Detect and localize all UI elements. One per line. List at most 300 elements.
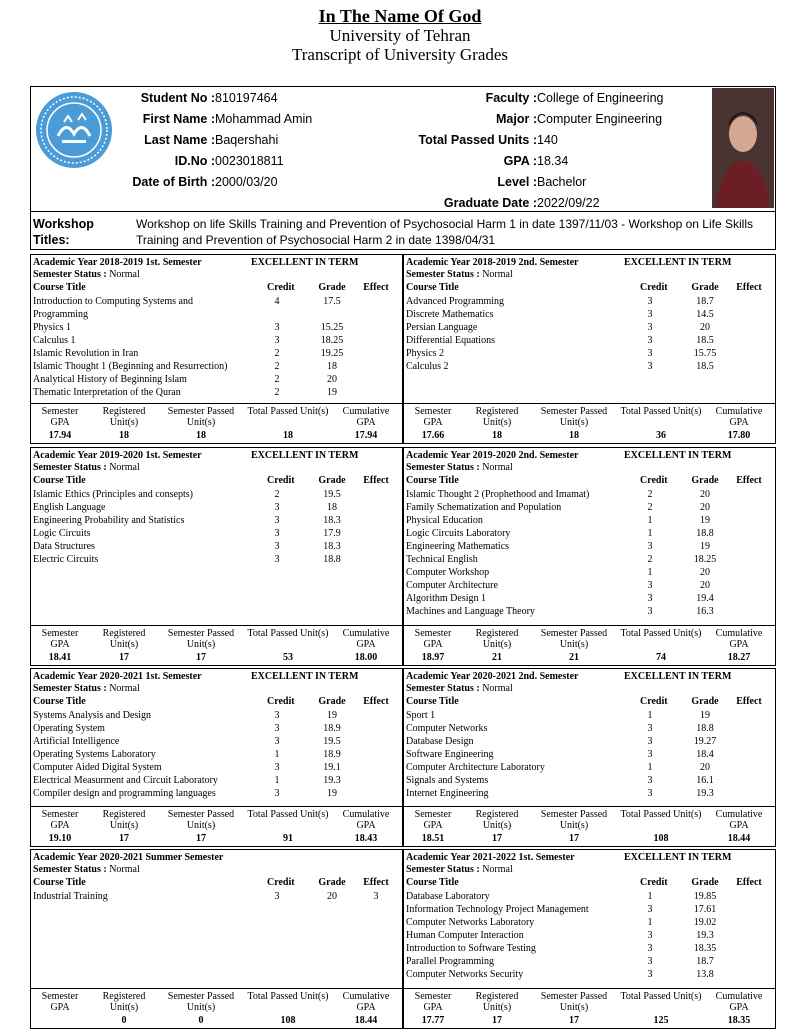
table-row — [404, 904, 775, 917]
course-title: Engineering Mathematics — [406, 541, 510, 552]
course-title: Parallel Programming — [406, 956, 495, 967]
course-title: Data Structures — [33, 541, 95, 552]
workshop-box — [30, 212, 776, 250]
last-name-label: Last Name : — [144, 133, 215, 147]
course-grade: 20 — [327, 374, 337, 385]
semester-gpa-value: 18.41 — [48, 652, 72, 663]
course-grade: 18.3 — [323, 541, 341, 552]
course-credit: 3 — [274, 541, 280, 552]
course-credit: 3 — [647, 322, 653, 333]
course-grade: 19 — [327, 387, 337, 398]
semester-status-value: Normal — [482, 462, 513, 473]
course-title: Advanced Programming — [406, 296, 505, 307]
table-row — [404, 580, 775, 593]
course-credit: 3 — [647, 904, 653, 915]
course-table-header — [31, 475, 402, 488]
course-title: Introduction to Software Testing — [406, 943, 536, 954]
semester-title: Academic Year 2020-2021 1st. Semester — [33, 671, 202, 682]
excellent-badge: EXCELLENT IN TERM — [624, 257, 732, 268]
course-credit: 2 — [274, 374, 280, 385]
table-row — [404, 723, 775, 736]
col-effect: Effect — [363, 696, 389, 707]
semester-status — [406, 864, 513, 875]
course-credit: 1 — [274, 749, 280, 760]
course-grade: 20 — [700, 489, 710, 500]
semester-status — [406, 269, 513, 280]
table-row — [31, 296, 402, 309]
table-row — [31, 515, 402, 528]
semester-passed-units-value: 17 — [196, 833, 206, 844]
registered-units-label: Registered Unit(s) — [475, 406, 519, 428]
semester-passed-units-value: 18 — [569, 430, 579, 441]
course-grade: 18.7 — [696, 956, 714, 967]
course-credit: 3 — [647, 593, 653, 604]
course-title: Sport 1 — [406, 710, 436, 721]
registered-units-label: Registered Unit(s) — [475, 809, 519, 831]
course-credit: 3 — [647, 361, 653, 372]
course-credit: 2 — [274, 348, 280, 359]
course-grade: 19.02 — [693, 917, 717, 928]
table-row — [31, 775, 402, 788]
dob-value: 2000/03/20 — [215, 175, 278, 189]
table-row — [31, 736, 402, 749]
course-title: Systems Analysis and Design — [33, 710, 152, 721]
course-grade: 19.5 — [323, 736, 341, 747]
course-grade: 19 — [327, 710, 337, 721]
course-credit: 3 — [274, 762, 280, 773]
col-effect: Effect — [363, 282, 389, 293]
last-name-value: Baqershahi — [215, 133, 279, 147]
total-units-value: 140 — [537, 133, 558, 147]
course-grade: 20 — [700, 502, 710, 513]
table-row — [404, 502, 775, 515]
excellent-badge: EXCELLENT IN TERM — [624, 450, 732, 461]
semester-passed-units-value: 17 — [569, 1015, 579, 1026]
table-row — [404, 943, 775, 956]
course-title: Artificial Intelligence — [33, 736, 120, 747]
course-title: Human Computer Interaction — [406, 930, 524, 941]
excellent-badge: EXCELLENT IN TERM — [251, 671, 359, 682]
faculty-row — [341, 91, 663, 105]
semester-passed-units-label: Semester Passed Unit(s) — [167, 406, 235, 428]
course-credit: 3 — [274, 322, 280, 333]
university-name: University of Tehran — [329, 26, 471, 45]
major-value: Computer Engineering — [537, 112, 663, 126]
semester-title: Academic Year 2020-2021 Summer Semester — [33, 852, 224, 863]
course-grade: 19.27 — [693, 736, 717, 747]
course-title: Logic Circuits — [33, 528, 91, 539]
col-course-title: Course Title — [406, 282, 459, 293]
cumulative-gpa-value: 18.27 — [727, 652, 751, 663]
table-row — [31, 322, 402, 335]
table-row — [404, 762, 775, 775]
course-credit: 2 — [274, 387, 280, 398]
registered-units-label: Registered Unit(s) — [102, 628, 146, 650]
total-passed-units-value: 108 — [653, 833, 669, 844]
total-passed-units-value: 18 — [283, 430, 293, 441]
major-label: Major : — [496, 112, 537, 126]
registered-units-value: 17 — [492, 1015, 502, 1026]
workshop-label: Workshop Titles: — [33, 217, 94, 247]
course-credit: 3 — [274, 502, 280, 513]
col-course-title: Course Title — [33, 282, 86, 293]
course-credit: 3 — [647, 541, 653, 552]
registered-units-label: Registered Unit(s) — [475, 991, 519, 1013]
course-grade: 18.8 — [696, 723, 714, 734]
total-passed-units-label: Total Passed Unit(s) — [247, 991, 329, 1002]
table-row — [404, 322, 775, 335]
col-grade: Grade — [318, 696, 346, 707]
course-title: Computer Architecture Laboratory — [406, 762, 545, 773]
course-grade: 18.8 — [323, 554, 341, 565]
col-credit: Credit — [267, 877, 295, 888]
course-title: Persian Language — [406, 322, 478, 333]
semester-summary — [31, 625, 402, 666]
semester-block — [30, 668, 403, 847]
semester-passed-units-label: Semester Passed Unit(s) — [540, 809, 608, 831]
semester-gpa-value: 18.97 — [421, 652, 445, 663]
course-title: Computer Networks Laboratory — [406, 917, 535, 928]
semester-status-label: Semester Status : — [406, 864, 480, 875]
course-credit: 1 — [647, 891, 653, 902]
course-title: Engineering Probability and Statistics — [33, 515, 185, 526]
course-credit: 3 — [274, 736, 280, 747]
course-title: Islamic Thought 2 (Prophethood and Imamat) — [406, 489, 590, 500]
course-title: Calculus 2 — [406, 361, 449, 372]
semester-passed-units-label: Semester Passed Unit(s) — [540, 628, 608, 650]
course-grade: 20 — [700, 567, 710, 578]
registered-units-value: 0 — [121, 1015, 127, 1026]
course-list — [31, 489, 402, 567]
student-no-value: 810197464 — [215, 91, 278, 105]
graduate-date-label: Graduate Date : — [443, 196, 537, 210]
course-title: Software Engineering — [406, 749, 494, 760]
cumulative-gpa-value: 18.43 — [354, 833, 378, 844]
registered-units-label: Registered Unit(s) — [102, 809, 146, 831]
course-title: Logic Circuits Laboratory — [406, 528, 511, 539]
cumulative-gpa-value: 18.35 — [727, 1015, 751, 1026]
semester-summary — [404, 988, 775, 1029]
registered-units-value: 21 — [492, 652, 502, 663]
dob-label: Date of Birth : — [132, 175, 215, 189]
semester-gpa-label: Semester GPA — [41, 991, 79, 1013]
total-passed-units-value: 36 — [656, 430, 666, 441]
table-row — [31, 374, 402, 387]
course-title: Physics 1 — [33, 322, 72, 333]
gpa-value: 18.34 — [537, 154, 569, 168]
semester-gpa-label: Semester GPA — [414, 809, 452, 831]
course-grade: 19 — [327, 788, 337, 799]
course-grade: 18 — [327, 502, 337, 513]
col-effect: Effect — [736, 475, 762, 486]
col-course-title: Course Title — [33, 475, 86, 486]
gpa-row — [341, 154, 568, 168]
semester-block — [30, 849, 403, 1029]
table-row — [404, 567, 775, 580]
course-credit: 3 — [274, 788, 280, 799]
total-passed-units-value: 125 — [653, 1015, 669, 1026]
semester-gpa-value: 17.94 — [48, 430, 72, 441]
course-title: Computer Networks — [406, 723, 488, 734]
course-credit: 3 — [647, 930, 653, 941]
table-row — [31, 309, 402, 322]
semester-gpa-label: Semester GPA — [41, 809, 79, 831]
faculty-value: College of Engineering — [537, 91, 664, 105]
col-grade: Grade — [318, 877, 346, 888]
course-grade: 18.25 — [693, 554, 717, 565]
course-grade: 19.5 — [323, 489, 341, 500]
doc-title: Transcript of University Grades — [291, 45, 509, 64]
course-credit: 1 — [647, 762, 653, 773]
semester-title: Academic Year 2019-2020 1st. Semester — [33, 450, 202, 461]
col-credit: Credit — [640, 877, 668, 888]
table-row — [404, 710, 775, 723]
course-title: Operating Systems Laboratory — [33, 749, 156, 760]
course-table-header — [404, 696, 775, 709]
course-list — [31, 296, 402, 400]
col-grade: Grade — [691, 475, 719, 486]
course-title: Compiler design and programming languages — [33, 788, 216, 799]
course-credit: 4 — [274, 296, 280, 307]
course-title: Differential Equations — [406, 335, 495, 346]
semester-status-value: Normal — [109, 864, 140, 875]
total-passed-units-label: Total Passed Unit(s) — [247, 628, 329, 639]
course-credit: 2 — [274, 361, 280, 372]
registered-units-value: 17 — [119, 652, 129, 663]
semester-status — [33, 462, 140, 473]
semester-summary — [404, 625, 775, 666]
course-credit: 1 — [647, 528, 653, 539]
graduate-date-row — [341, 196, 600, 210]
course-title: Calculus 1 — [33, 335, 76, 346]
col-grade: Grade — [318, 475, 346, 486]
semester-gpa-label: Semester GPA — [41, 406, 79, 428]
total-units-label: Total Passed Units : — [418, 133, 537, 147]
dob-row — [31, 175, 278, 189]
table-row — [404, 296, 775, 309]
semester-status-value: Normal — [482, 864, 513, 875]
course-credit: 3 — [274, 891, 280, 902]
course-credit: 3 — [647, 580, 653, 591]
semester-gpa-label: Semester GPA — [414, 406, 452, 428]
level-value: Bachelor — [537, 175, 587, 189]
semester-passed-units-label: Semester Passed Unit(s) — [540, 406, 608, 428]
col-course-title: Course Title — [33, 877, 86, 888]
semester-block — [403, 447, 776, 666]
excellent-badge: EXCELLENT IN TERM — [624, 852, 732, 863]
table-row — [404, 956, 775, 969]
total-passed-units-value: 53 — [283, 652, 293, 663]
course-title: Industrial Training — [33, 891, 108, 902]
table-row — [31, 891, 402, 904]
course-list — [404, 296, 775, 374]
registered-units-label: Registered Unit(s) — [102, 991, 146, 1013]
semester-passed-units-label: Semester Passed Unit(s) — [540, 991, 608, 1013]
registered-units-value: 17 — [492, 833, 502, 844]
table-row — [404, 969, 775, 982]
course-title: English Language — [33, 502, 106, 513]
course-grade: 19.25 — [320, 348, 344, 359]
table-row — [31, 528, 402, 541]
cumulative-gpa-label: Cumulative GPA — [715, 406, 763, 428]
course-title: Internet Engineering — [406, 788, 489, 799]
semester-status-label: Semester Status : — [33, 683, 107, 694]
course-title: Thematic Interpretation of the Quran — [33, 387, 181, 398]
excellent-badge: EXCELLENT IN TERM — [251, 257, 359, 268]
course-grade: 13.8 — [696, 969, 714, 980]
table-row — [31, 710, 402, 723]
course-grade: 20 — [700, 322, 710, 333]
cumulative-gpa-value: 17.80 — [727, 430, 751, 441]
course-grade: 19.3 — [696, 930, 714, 941]
cumulative-gpa-value: 18.44 — [354, 1015, 378, 1026]
course-grade: 17.5 — [323, 296, 341, 307]
graduate-date-value: 2022/09/22 — [537, 196, 600, 210]
total-passed-units-label: Total Passed Unit(s) — [247, 406, 329, 417]
semester-title: Academic Year 2019-2020 2nd. Semester — [406, 450, 579, 461]
total-passed-units-label: Total Passed Unit(s) — [247, 809, 329, 820]
semester-status — [33, 269, 140, 280]
col-course-title: Course Title — [406, 475, 459, 486]
course-title: Islamic Revolution in Iran — [33, 348, 139, 359]
table-row — [404, 891, 775, 904]
course-grade: 19.1 — [323, 762, 341, 773]
course-grade: 18.3 — [323, 515, 341, 526]
workshop-text: Workshop on life Skills Training and Prevention of Psychosocial Harm 1 in date 1397/11/03 - Workshop on Life Skills Training and Prevention of Psychosocial Harm 2 in date 1398/04/31 — [136, 217, 753, 247]
course-title: Discrete Mathematics — [406, 309, 494, 320]
table-row — [404, 930, 775, 943]
course-grade: 14.5 — [696, 309, 714, 320]
course-grade: 19 — [700, 515, 710, 526]
first-name-label: First Name : — [142, 112, 215, 126]
semester-summary — [31, 403, 402, 444]
course-title: Analytical History of Beginning Islam — [33, 374, 187, 385]
semester-status-value: Normal — [482, 269, 513, 280]
semester-status-label: Semester Status : — [406, 683, 480, 694]
course-title: Computer Aided Digital System — [33, 762, 162, 773]
course-credit: 3 — [647, 296, 653, 307]
col-credit: Credit — [640, 696, 668, 707]
excellent-badge: EXCELLENT IN TERM — [624, 671, 732, 682]
id-no-row — [31, 154, 284, 168]
course-grade: 17.61 — [693, 904, 717, 915]
semester-status-label: Semester Status : — [33, 269, 107, 280]
course-credit: 3 — [647, 943, 653, 954]
semester-status-label: Semester Status : — [406, 462, 480, 473]
semester-status-value: Normal — [109, 269, 140, 280]
table-row — [404, 593, 775, 606]
course-credit: 3 — [647, 606, 653, 617]
semester-block — [403, 849, 776, 1029]
course-credit: 1 — [647, 710, 653, 721]
course-credit: 3 — [274, 723, 280, 734]
course-table-header — [404, 877, 775, 890]
student-no-row — [31, 91, 278, 105]
course-title: Database Laboratory — [406, 891, 490, 902]
course-table-header — [31, 696, 402, 709]
id-no-value: 0023018811 — [215, 154, 284, 168]
course-title: Database Design — [406, 736, 474, 747]
course-title: Islamic Ethics (Principles and consepts) — [33, 489, 193, 500]
semester-status — [33, 864, 140, 875]
total-passed-units-label: Total Passed Unit(s) — [620, 809, 702, 820]
col-effect: Effect — [736, 696, 762, 707]
table-row — [31, 723, 402, 736]
course-title: Computer Architecture — [406, 580, 498, 591]
registered-units-label: Registered Unit(s) — [102, 406, 146, 428]
table-row — [404, 917, 775, 930]
semester-passed-units-value: 17 — [569, 833, 579, 844]
table-row — [404, 775, 775, 788]
cumulative-gpa-label: Cumulative GPA — [342, 628, 390, 650]
course-table-header — [31, 282, 402, 295]
semester-passed-units-label: Semester Passed Unit(s) — [167, 991, 235, 1013]
course-credit: 3 — [647, 736, 653, 747]
semester-passed-units-label: Semester Passed Unit(s) — [167, 628, 235, 650]
faculty-label: Faculty : — [485, 91, 537, 105]
total-passed-units-value: 74 — [656, 652, 666, 663]
col-credit: Credit — [267, 696, 295, 707]
course-grade: 16.3 — [696, 606, 714, 617]
table-row — [404, 606, 775, 619]
table-row — [404, 309, 775, 322]
course-credit: 3 — [274, 335, 280, 346]
cumulative-gpa-value: 18.00 — [354, 652, 378, 663]
table-row — [404, 528, 775, 541]
table-row — [31, 762, 402, 775]
semester-status-value: Normal — [482, 683, 513, 694]
semester-passed-units-label: Semester Passed Unit(s) — [167, 809, 235, 831]
course-table-header — [31, 877, 402, 890]
course-table-header — [404, 475, 775, 488]
course-credit: 3 — [274, 554, 280, 565]
first-name-value: Mohammad Amin — [215, 112, 313, 126]
registered-units-value: 17 — [119, 833, 129, 844]
registered-units-label: Registered Unit(s) — [475, 628, 519, 650]
table-row — [404, 335, 775, 348]
total-passed-units-label: Total Passed Unit(s) — [620, 628, 702, 639]
total-passed-units-label: Total Passed Unit(s) — [620, 406, 702, 417]
table-row — [31, 554, 402, 567]
course-grade: 19.4 — [696, 593, 714, 604]
course-title: Physics 2 — [406, 348, 445, 359]
course-grade: 18.35 — [693, 943, 717, 954]
course-grade: 18.8 — [696, 528, 714, 539]
last-name-row — [31, 133, 278, 147]
course-list — [404, 891, 775, 982]
cumulative-gpa-label: Cumulative GPA — [715, 991, 763, 1013]
course-title: Operating System — [33, 723, 105, 734]
course-title: Electrical Measurment and Circuit Laboratory — [33, 775, 218, 786]
table-row — [404, 788, 775, 801]
table-row — [31, 387, 402, 400]
semester-status-label: Semester Status : — [33, 864, 107, 875]
course-grade: 19.3 — [323, 775, 341, 786]
course-credit: 2 — [647, 489, 653, 500]
course-list — [404, 489, 775, 619]
table-row — [404, 348, 775, 361]
total-units-row — [341, 133, 558, 147]
col-grade: Grade — [318, 282, 346, 293]
course-credit: 1 — [274, 775, 280, 786]
semester-gpa-value: 18.51 — [421, 833, 445, 844]
major-row — [341, 112, 662, 126]
course-credit: 3 — [274, 528, 280, 539]
course-grade: 18.9 — [323, 749, 341, 760]
semester-summary — [404, 403, 775, 444]
course-credit: 3 — [647, 723, 653, 734]
total-passed-units-label: Total Passed Unit(s) — [620, 991, 702, 1002]
